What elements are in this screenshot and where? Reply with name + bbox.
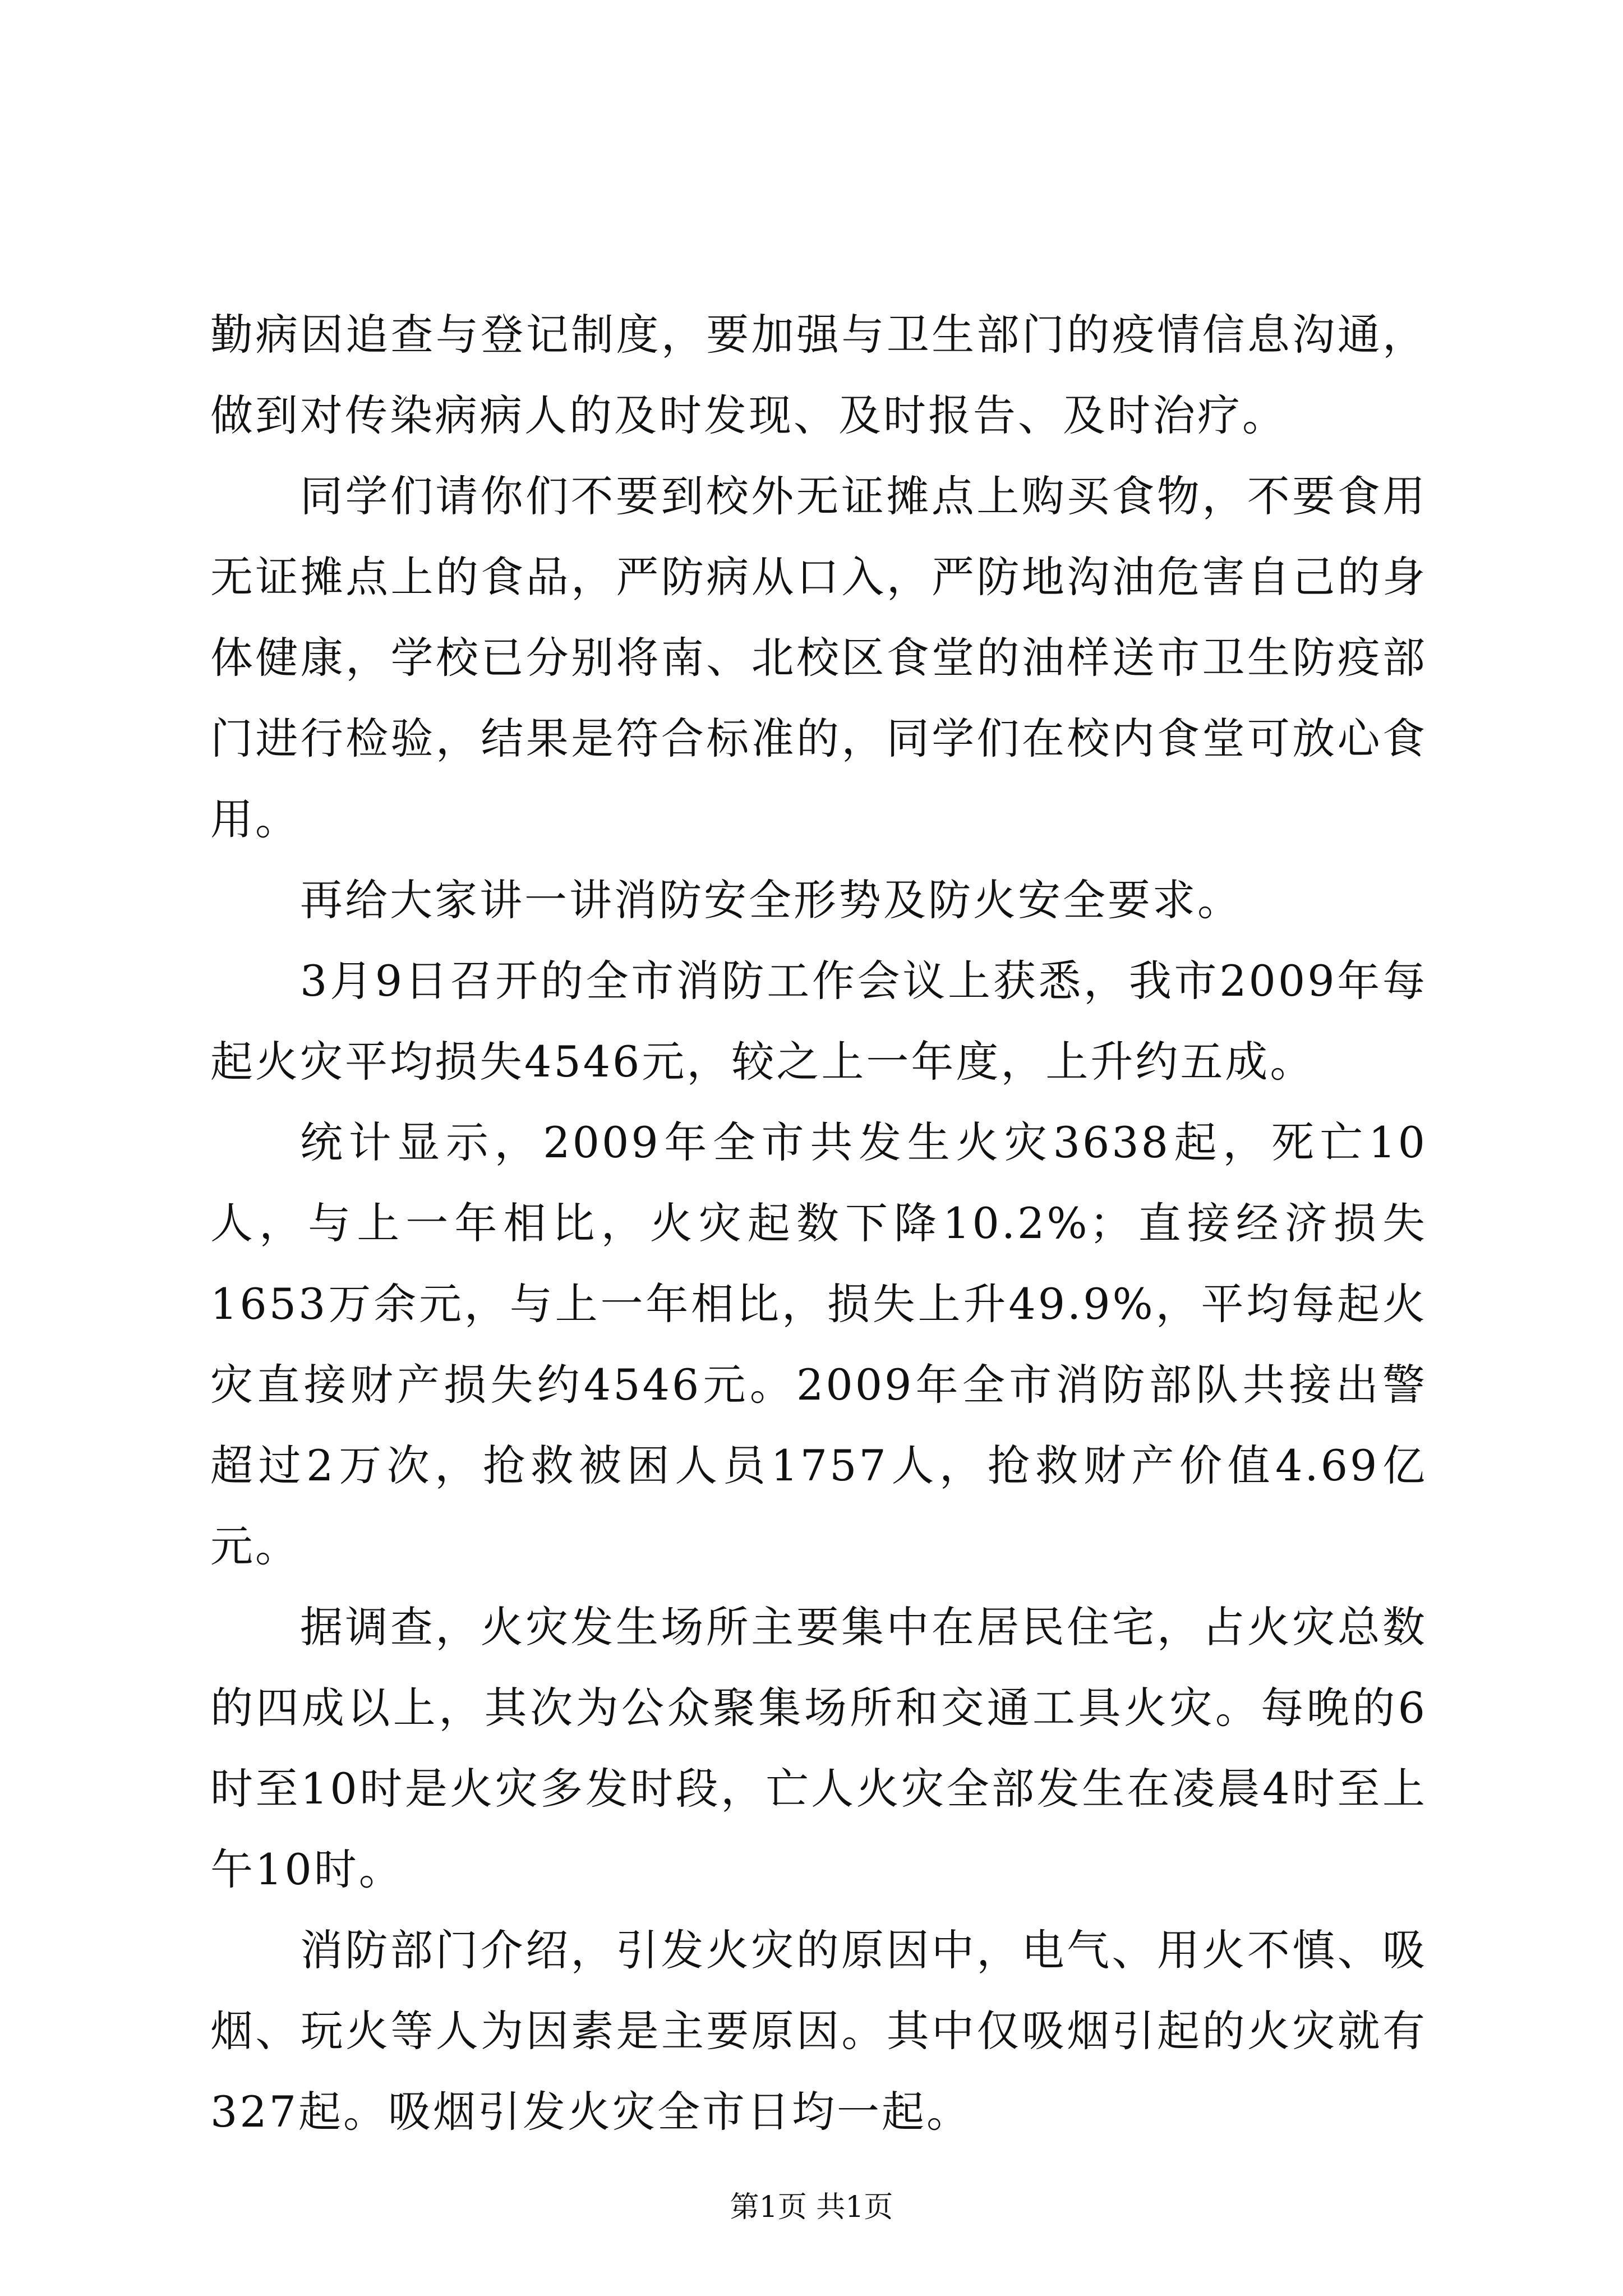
paragraph-fire-safety-intro: 再给大家讲一讲消防安全形势及防火安全要求。 [300,875,1242,925]
paragraph-fire-statistics: 统计显示，2009年全市共发生火灾3638起，死亡10人，与上一年相比，火灾起数下降10.2%；直接经济损失1653万余元，与上一年相比，损失上升49.9%，平均每起火灾直接财产损失约4546元。2009年全市消防部队共接出警超过2万次，抢救被困人员1757人，抢救财产价值4.69亿元。 [210,1117,1427,1571]
paragraph-food-safety: 同学们请你们不要到校外无证摊点上购买食物，不要食用无证摊点上的食品，严防病从口入，严防地沟油危害自己的身体健康，学校已分别将南、北校区食堂的油样送市卫生防疫部门进行检验，结果是符合标准的，同学们在校内食堂可放心食用。 [210,471,1427,844]
paragraph-fire-locations: 据调查，火灾发生场所主要集中在居民住宅，占火灾总数的四成以上，其次为公众聚集场所和交通工具火灾。每晚的6时至10时是火灾多发时段，亡人火灾全部发生在凌晨4时至上午10时。 [210,1602,1427,1894]
page-footer: 第1页 共1页 [730,2191,893,2224]
paragraph-fire-causes: 消防部门介绍，引发火灾的原因中，电气、用火不慎、吸烟、玩火等人为因素是主要原因。其中仅吸烟引起的火灾就有327起。吸烟引发火灾全市日均一起。 [210,1925,1427,2137]
document-body [210,295,1427,2152]
paragraph-fire-meeting: 3月9日召开的全市消防工作会议上获悉，我市2009年每起火灾平均损失4546元，较之上一年度，上升约五成。 [210,956,1427,1087]
paragraph-continuation: 勤病因追查与登记制度，要加强与卫生部门的疫情信息沟通，做到对传染病病人的及时发现、及时报告、及时治疗。 [210,310,1427,440]
